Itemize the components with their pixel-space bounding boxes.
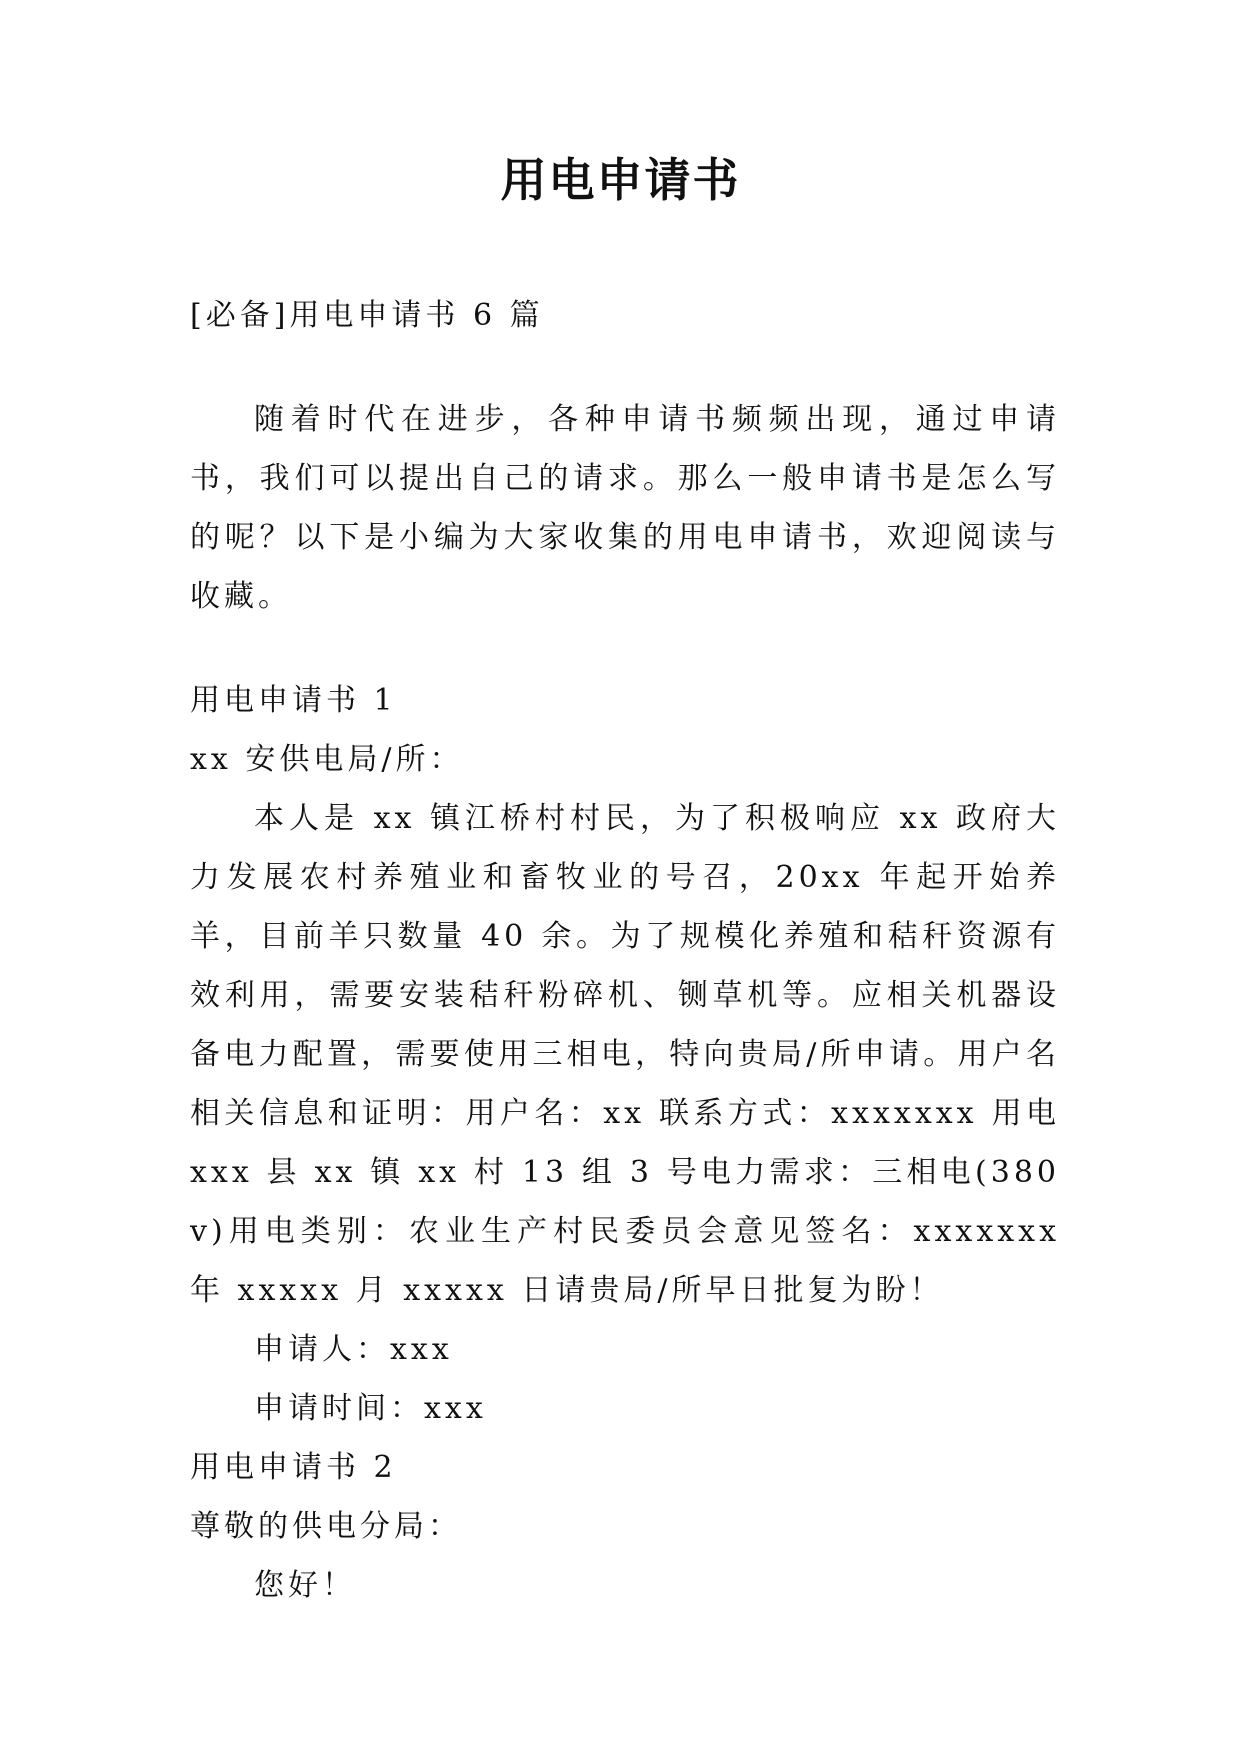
- letter1-applicant: 申请人：xxx: [254, 1332, 453, 1367]
- letter1-salutation: xx 安供电局/所：: [190, 742, 464, 777]
- letter1-body: 本人是 xx 镇江桥村村民，为了积极响应 xx 政府大力发展农村养殖业和畜牧业的号召，20xx 年起开始养羊，目前羊只数量 40 余。为了规模化养殖和秸秆资源有效利用，需要安装秸秆粉碎机、铡草机等。应相关机器设备电力配置，需要使用三相电，特向贵局/所申请。用户名相关信息和证明：用户名：xx 联系方式：xxxxxxx 用电 xxx 县 xx 镇 xx 村 13 组 3 号电力需求：三相电(380v)用电类别：农业生产村民委员会意见签名：xxxxxxx 年 xxxxx 月 xxxxx 日请贵局/所早日批复为盼！: [190, 801, 1060, 1308]
- letter2-heading: 用电申请书 2: [190, 1450, 397, 1485]
- letter2-greeting: 您好！: [254, 1568, 356, 1603]
- letter1-date: 申请时间：xxx: [254, 1391, 487, 1426]
- letter2-salutation: 尊敬的供电分局：: [190, 1509, 462, 1544]
- document-body: [190, 286, 1060, 1615]
- letter1-heading: 用电申请书 1: [190, 683, 397, 718]
- document-subtitle: [必备]用电申请书 6 篇: [190, 298, 544, 333]
- intro-paragraph: 随着时代在进步，各种申请书频频出现，通过申请书，我们可以提出自己的请求。那么一般申请书是怎么写的呢？以下是小编为大家收集的用电申请书，欢迎阅读与收藏。: [190, 402, 1060, 614]
- document-title: 用电申请书: [500, 153, 741, 207]
